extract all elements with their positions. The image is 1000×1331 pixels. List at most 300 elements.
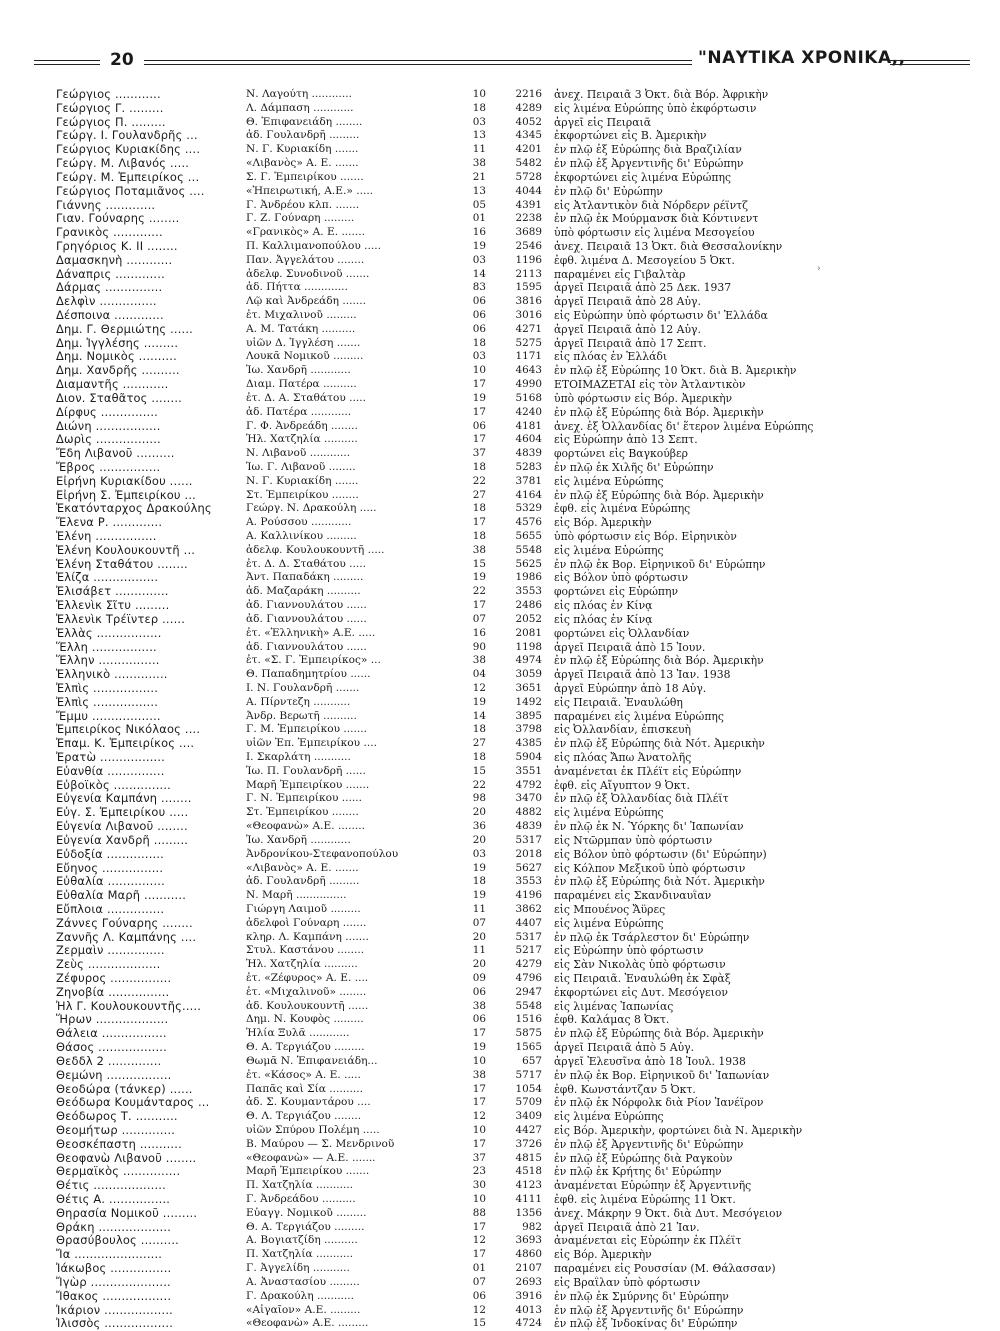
ship-name: Θράκη ................... (56, 1220, 172, 1234)
ship-year: 18 (472, 460, 486, 473)
ship-name: Γεώργ. Ι. Γουλανδρῆς ... (56, 129, 198, 143)
ship-year: 03 (472, 847, 486, 860)
ship-owner: Θ. Ἐπιφανειάδη ........ (246, 115, 363, 128)
ship-year: 19 (472, 1041, 486, 1054)
ship-status: εἰς Βόλον ὑπὸ φόρτωσιν (554, 571, 689, 585)
ship-year: 38 (472, 157, 486, 170)
ship-tonnage: 3409 (515, 1110, 542, 1123)
ship-tonnage: 4792 (515, 778, 542, 791)
ship-status: ἀργεῖ Πειραιᾶ ἀπὸ 21 Ἰαν. (554, 1220, 700, 1234)
ship-owner: Γ. Δρακούλη ........... (246, 1289, 355, 1302)
ship-year: 18 (472, 530, 486, 542)
table-row (56, 461, 976, 475)
ship-owner: Π. Χατζηλία ........... (246, 1179, 354, 1192)
ship-tonnage: 3553 (515, 585, 542, 598)
ship-name: Ἰκάριον .................. (56, 1303, 173, 1317)
table-row (56, 171, 976, 185)
ship-owner: ἐτ. «Σ. Γ. Ἐμπειρίκος» ... (246, 654, 381, 667)
ship-owner: Ι. Σκαρλάτη ........... (246, 751, 351, 763)
ship-tonnage: 3553 (515, 875, 542, 888)
ship-owner: Ἠλ. Χατζηλία .......... (246, 958, 358, 971)
table-row (56, 599, 976, 613)
ship-name: Δέσποινα ............. (56, 309, 164, 322)
ship-name: Ἔμμυ .................. (56, 709, 161, 723)
ship-year: 09 (472, 972, 486, 984)
ship-owner: Ἰω. Π. Γουλανδρῆ ...... (246, 764, 366, 777)
table-row (56, 613, 976, 627)
ship-owner: κληρ. Λ. Καμπάνη ....... (246, 930, 369, 943)
ship-owner: Γιώργη Λαιμοῦ ......... (246, 902, 361, 915)
ship-owner: Ι. Ν. Γουλανδρῆ ....... (246, 681, 360, 694)
table-row (56, 1193, 976, 1207)
ship-name: Ἔλενα Ρ. ............. (56, 516, 163, 530)
ship-name: Διαμαντῆς ............ (56, 378, 169, 392)
ship-tonnage: 3726 (515, 1137, 542, 1150)
ship-name: Θεόδωρος Τ. ........... (56, 1110, 178, 1124)
ship-status: ἐν πλῷ ἐξ Εὐρώπης διὰ Βόρ. Ἀμερικὴν (554, 1027, 764, 1041)
ship-status: εἰς Ὀλλανδίαν, ἐπισκευὴ (554, 723, 692, 737)
table-row (56, 516, 976, 530)
ship-name: Θερμαϊκὸς ............... (56, 1165, 181, 1179)
ship-tonnage: 3651 (515, 681, 542, 694)
ship-name: Εὐανθία ............... (56, 764, 165, 778)
ship-owner: ἐτ. Μιχαλινοῦ ......... (246, 309, 357, 321)
ship-name: Ἑλίζα ................. (56, 571, 159, 585)
ship-owner: «Αἰγαῖον» Α.Ε. ......... (246, 1303, 361, 1316)
ship-tonnage: 5283 (515, 460, 542, 473)
ship-tonnage: 3470 (515, 792, 542, 805)
ship-year: 38 (472, 999, 486, 1012)
ship-name: Διώνη ................. (56, 419, 161, 433)
ship-year: 18 (472, 875, 486, 888)
ship-tonnage: 4427 (515, 1123, 542, 1136)
table-row (56, 820, 976, 834)
ship-owner: ἀδελφ. Κουλουκουντῆ ..... (246, 543, 385, 556)
ship-tonnage: 2693 (515, 1275, 542, 1288)
ship-status: ἀναμένεται ἐκ Πλέϊτ εἰς Εὐρώπην (554, 764, 742, 778)
ship-year: 36 (472, 820, 486, 833)
table-row (56, 185, 976, 199)
table-row (56, 903, 976, 917)
ship-name: Ζεὺς ................... (56, 958, 161, 972)
table-row (56, 88, 976, 102)
page-number: 20 (104, 50, 140, 70)
ship-year: 04 (472, 668, 486, 681)
ship-year: 12 (472, 681, 486, 694)
table-row (56, 1317, 976, 1331)
ship-name: Θάλεια ................. (56, 1027, 167, 1041)
ship-status: ἐν πλῷ ἐξ Εὐρώπης διὰ Βόρ. Ἀμερικὴν (554, 488, 764, 502)
ship-status: ἐφθ. Καλάμας 8 Ὀκτ. (554, 1013, 670, 1027)
ship-owner: Ἀνδρονίκου-Στεφανοπούλου (246, 847, 399, 860)
ship-tonnage: 4839 (515, 820, 542, 833)
table-row (56, 627, 976, 641)
ship-name: Εὐγ. Σ. Ἐμπειρίκου ..... (56, 806, 189, 820)
ship-status: ἐν πλῷ ἐξ Ἰνδοκίνας δι' Εὐρώπην (554, 1317, 738, 1331)
ship-tonnage: 3862 (515, 902, 542, 915)
ship-owner: ἀδ. Γουλανδρῆ ......... (246, 129, 360, 142)
table-row (56, 710, 976, 724)
ship-tonnage: 4240 (515, 405, 542, 418)
ship-tonnage: 3895 (515, 709, 542, 722)
ship-year: 27 (472, 737, 486, 750)
ship-tonnage: 4271 (515, 322, 542, 335)
ship-year: 06 (472, 419, 486, 432)
ship-owner: ἀδελφ. Συνοδινοῦ ....... (246, 267, 370, 280)
ship-tonnage: 657 (522, 1054, 542, 1067)
ship-name: Θέτις Α. ................ (56, 1193, 171, 1206)
ship-status: ἀργεῖ Πειραιᾶ ἀπὸ 12 Αὐγ. (554, 322, 701, 336)
ship-owner: ἀδ. Κουλουκουντῆ ...... (246, 999, 369, 1012)
ship-owner: Γ. Φ. Ἀνδρεάδη ........ (246, 419, 358, 432)
ship-tonnage: 4990 (515, 378, 542, 391)
ship-owner: Ν. Γ. Κυριακίδη ....... (246, 143, 359, 156)
ship-name: Δίρφυς ............... (56, 405, 158, 419)
ship-year: 06 (472, 985, 486, 998)
ship-name: Δαμασκηνὴ ............ (56, 253, 173, 267)
ship-name: Ἠλ Γ. Κουλουκουντῆς..... (56, 999, 202, 1013)
ship-tonnage: 4882 (515, 806, 542, 819)
table-row (56, 489, 976, 503)
ship-year: 20 (472, 833, 486, 846)
ship-tonnage: 3781 (515, 474, 542, 487)
ship-year: 05 (472, 198, 486, 211)
ship-tonnage: 982 (522, 1220, 542, 1233)
ship-tonnage: 4052 (515, 115, 542, 128)
ship-name: Δωρὶς ................. (56, 433, 161, 447)
ship-year: 19 (472, 391, 486, 404)
ship-name: Εἰρήνη Σ. Ἐμπειρίκου ... (56, 488, 196, 502)
ship-tonnage: 4974 (515, 654, 542, 667)
ship-tonnage: 2546 (515, 239, 542, 252)
ship-owner: ἐτ. Δ. Δ. Σταθάτου ..... (246, 557, 366, 570)
table-row (56, 986, 976, 1000)
ship-year: 37 (472, 447, 486, 460)
ship-year: 17 (472, 1220, 486, 1233)
ship-owner: Στ. Ἐμπειρίκου ........ (246, 806, 359, 819)
ship-tonnage: 5655 (515, 530, 542, 542)
ship-year: 10 (472, 1123, 486, 1136)
header-rule-left (34, 60, 100, 65)
ship-tonnage: 4181 (515, 419, 542, 432)
ship-tonnage: 5317 (515, 930, 542, 943)
table-row (56, 295, 976, 309)
table-row (56, 1027, 976, 1041)
header-rule-middle (144, 60, 692, 65)
ship-name: Ἕλλη ................. (56, 640, 157, 654)
ship-status: ἀναμένεται εἰς Εὐρώπην ἐκ Πλέϊτ (554, 1234, 742, 1248)
table-row (56, 654, 976, 668)
ship-year: 38 (472, 543, 486, 556)
ship-name: Ἐλπὶς ................. (56, 681, 159, 695)
ship-year: 10 (472, 364, 486, 377)
table-row (56, 1138, 976, 1152)
ship-owner: Δημ. Ν. Κουφὸς ......... (246, 1013, 364, 1026)
ship-name: Εἰρήνη Κυριακίδου ...... (56, 474, 193, 488)
ship-name: Γεώργ. Μ. Λιβανός ..... (56, 157, 190, 171)
ship-owner: Ἰω. Γ. Λιβανοῦ ........ (246, 460, 356, 473)
ship-name: Ζαννῆς Λ. Καμπάνης .... (56, 930, 197, 944)
ship-name: Δημ. Νομικὸς .......... (56, 350, 177, 364)
ship-year: 13 (472, 184, 486, 197)
journal-title: "ΝΑΥΤΙΚΑ ΧΡΟΝΙΚΑ,, (698, 48, 906, 68)
ship-owner: Μαρῆ Ἐμπειρίκου ....... (246, 1165, 370, 1178)
ship-name: Εὐδοξία ............... (56, 847, 164, 861)
ship-year: 38 (472, 1068, 486, 1081)
ship-tonnage: 1054 (515, 1082, 542, 1095)
ship-status: ἀργεῖ Ἐλευσῖνα ἀπὸ 18 Ἰουλ. 1938 (554, 1054, 746, 1068)
ship-name: Θεοσκέπαστη ........... (56, 1137, 182, 1151)
ship-tonnage: 3798 (515, 723, 542, 736)
ship-status: εἰς Βραΐλαν ὑπὸ φόρτωσιν (554, 1275, 701, 1289)
ship-owner: Γ. Ζ. Γούναρη ......... (246, 212, 355, 225)
ship-tonnage: 4724 (515, 1317, 542, 1330)
table-row (56, 212, 976, 226)
ship-status: εἰς πλόας Ἄπω Ἀνατολῆς (554, 751, 692, 764)
ship-year: 17 (472, 1137, 486, 1150)
ship-owner: ἀδ. Σ. Κουμαντάρου .... (246, 1096, 371, 1109)
ship-owner: υἱῶν Σπύρου Πολέμη ..... (246, 1123, 380, 1136)
ship-status: ἐν πλῷ ἐξ Εὐρώπης διὰ Βόρ. Ἀμερικὴν (554, 405, 764, 419)
ship-name: Ζερμαὶν ............... (56, 944, 165, 958)
ship-year: 01 (472, 212, 486, 225)
ship-owner: ἀδ. Γουλανδρῆ ......... (246, 875, 360, 888)
ship-status: ἐκφορτώνει εἰς Β. Ἀμερικὴν (554, 129, 707, 143)
table-row (56, 1013, 976, 1027)
ship-status: ἐκφορτώνει εἰς Δυτ. Μεσόγειον (554, 985, 728, 999)
table-row (56, 862, 976, 876)
ship-owner: Λῷ καὶ Ἀνδρεάδη ....... (246, 295, 366, 308)
ship-year: 17 (472, 599, 486, 612)
ship-year: 06 (472, 295, 486, 308)
ship-year: 03 (472, 350, 486, 363)
table-row (56, 406, 976, 420)
ship-status: ἐν πλῷ ἐξ Εὐρώπης διὰ Βραζιλίαν (554, 143, 742, 157)
ship-name: Εὐθαλία ............... (56, 875, 165, 889)
ship-year: 20 (472, 930, 486, 943)
table-row (56, 1179, 976, 1193)
ship-owner: Ν. Γ. Κυριακίδη ....... (246, 474, 359, 487)
ship-tonnage: 3916 (515, 1289, 542, 1302)
ship-status: εἰς Βόρ. Ἀμερικὴν (554, 1248, 652, 1262)
ship-owner: ἐτ. Δ. Α. Σταθάτου ..... (246, 391, 366, 404)
ship-status: ἐφθ. λιμένα Δ. Μεσογείου 5 Ὀκτ. (554, 253, 735, 267)
ship-name: Ἥρων ................... (56, 1013, 169, 1027)
ship-name: Ἑλένη Σταθάτου ........ (56, 557, 188, 571)
ship-owner: ἐτ. «Ἑλληνικὴ» Α.Ε. ..... (246, 626, 376, 639)
ship-tonnage: 2107 (515, 1262, 542, 1275)
table-row (56, 309, 976, 323)
ship-name: Ἑλλενὶκ Τρέϊντερ ...... (56, 612, 186, 626)
ship-status: εἰς λιμένα Εὐρώπης (554, 474, 664, 488)
ship-name: Δάναπρις ............. (56, 267, 165, 281)
ship-name: Θεδδλ 2 .............. (56, 1054, 162, 1068)
ship-year: 10 (472, 88, 486, 100)
ship-status: ἐφθ. εἰς Αἴγυπτον 9 Ὀκτ. (554, 778, 690, 792)
ship-tonnage: 2052 (515, 612, 542, 625)
ship-owner: «Θεοφανὼ» Α.Ε. ......... (246, 1317, 369, 1330)
ship-year: 30 (472, 1179, 486, 1192)
ship-status: ἐν πλῷ ἐκ Σμύρνης δι' Εὐρώπην (554, 1289, 729, 1303)
ship-year: 16 (472, 226, 486, 239)
ship-status: ἐν πλῷ ἐκ Ν. Ὑόρκης δι' Ἰαπωνίαν (554, 820, 744, 834)
ship-year: 07 (472, 916, 486, 929)
ship-tonnage: 5548 (515, 543, 542, 556)
ship-year: 12 (472, 1303, 486, 1316)
ship-status: ἐφθ. Κωνστάντζαν 5 Ὀκτ. (554, 1082, 696, 1096)
ship-name: Ἑκατόνταρχος Δρακούλης (56, 502, 212, 516)
ship-owner: Γ. Ἀγγελίδη ........... (246, 1262, 350, 1275)
ship-name: Ἔδη Λιβανοῦ .......... (56, 447, 175, 461)
ship-status: εἰς Εὐρώπην ὑπὸ φόρτωσιν δι' Ἑλλάδα (554, 309, 768, 322)
ship-owner: Γ. Ν. Ἐμπειρίκου ...... (246, 792, 363, 805)
ship-tonnage: 2216 (515, 88, 542, 100)
ship-name: Ἔβρος ................ (56, 460, 161, 474)
ship-tonnage: 5717 (515, 1068, 542, 1081)
ship-year: 19 (472, 571, 486, 584)
ship-name: Γιάννης ............. (56, 198, 156, 212)
table-row (56, 848, 976, 862)
ship-owner: Γ. Μ. Ἐμπειρίκου ....... (246, 723, 367, 736)
ship-owner: ἀδ. Μαζαράκη .......... (246, 585, 361, 598)
table-row (56, 792, 976, 806)
ship-status: ἐν πλῷ ἐξ Εὐρώπης διὰ Βόρ. Ἀμερικὴν (554, 654, 764, 668)
ship-name: Γεώργ. Μ. Ἐμπειρίκος ... (56, 170, 200, 184)
ship-tonnage: 4643 (515, 364, 542, 377)
ship-tonnage: 1356 (515, 1206, 542, 1219)
table-row (56, 1041, 976, 1055)
ship-owner: ἀδ. Πατέρα ............ (246, 405, 352, 418)
ship-tonnage: 1565 (515, 1041, 542, 1054)
ship-status: ἐν πλῷ ἐκ Βορ. Εἰρηνικοῦ δι' Ἰαπωνίαν (554, 1068, 770, 1082)
ship-year: 14 (472, 267, 486, 280)
ship-tonnage: 1492 (515, 695, 542, 708)
ship-owner: «Λιβανὸς» Α. Ε. ....... (246, 157, 359, 170)
ship-status: παραμένει εἰς Γιβαλτὰρ (554, 267, 686, 281)
ship-year: 18 (472, 723, 486, 736)
ship-name: Δημ. Χανδρῆς .......... (56, 364, 180, 378)
ship-year: 17 (472, 1082, 486, 1095)
ship-owner: Α. Ἀναστασίου ......... (246, 1275, 360, 1288)
ship-tonnage: 4860 (515, 1248, 542, 1261)
ship-tonnage: 2238 (515, 212, 542, 225)
ship-tonnage: 1198 (515, 640, 542, 653)
table-row (56, 157, 976, 171)
ship-owner: Π. Χατζηλία ........... (246, 1248, 354, 1261)
table-row (56, 1304, 976, 1318)
ship-name: Εὐθαλία Μαρῆ ........... (56, 889, 187, 903)
ship-tonnage: 5217 (515, 944, 542, 957)
ship-owner: Α. Πίρντεζη ........... (246, 695, 351, 708)
ship-year: 03 (472, 253, 486, 266)
ship-name: Εὐγενία Καμπάνη ........ (56, 792, 192, 806)
ship-status: εἰς Εὐρώπην ἀπὸ 13 Σεπτ. (554, 433, 698, 447)
table-row (56, 751, 976, 765)
table-row (56, 364, 976, 378)
ship-tonnage: 4407 (515, 916, 542, 929)
ship-tonnage: 4123 (515, 1179, 542, 1192)
table-row (56, 1152, 976, 1166)
ship-year: 11 (472, 944, 486, 957)
table-row (56, 723, 976, 737)
ship-tonnage: 4576 (515, 516, 542, 529)
table-row (56, 1069, 976, 1083)
ship-name: Εὔπλοια ............... (56, 902, 165, 916)
ship-tonnage: 5627 (515, 861, 542, 874)
ship-name: Διον. Σταθᾶτος ........ (56, 391, 182, 405)
table-row (56, 1207, 976, 1221)
ship-year: 19 (472, 861, 486, 874)
ship-owner: Α. Ρούσσου ............ (246, 516, 352, 529)
ship-year: 17 (472, 1027, 486, 1040)
ship-status: ἀργεῖ εἰς Πειραιᾶ (554, 115, 652, 129)
ship-name: Γεώργιος Κυριακίδης .... (56, 143, 201, 157)
page-header (32, 48, 970, 78)
table-row (56, 1276, 976, 1290)
table-row (56, 323, 976, 337)
ship-name: Ζάννες Γούναρης ........ (56, 916, 193, 930)
ship-year: 18 (472, 502, 486, 515)
table-row (56, 931, 976, 945)
ship-year: 18 (472, 101, 486, 114)
ship-owner: Θ. Α. Τεργιάζου ......... (246, 1041, 365, 1054)
table-row (56, 268, 976, 282)
table-row (56, 433, 976, 447)
ship-year: 01 (472, 1262, 486, 1275)
table-row (56, 806, 976, 820)
table-row (56, 682, 976, 696)
ship-year: 17 (472, 433, 486, 446)
table-row (56, 1165, 976, 1179)
ship-tonnage: 5482 (515, 157, 542, 170)
ship-status: ἐφθ. εἰς λιμένα Εὐρώπης 11 Ὀκτ. (554, 1193, 736, 1206)
table-row (56, 765, 976, 779)
ship-status: ἀνεχ. Πειραιᾶ 13 Ὀκτ. διὰ Θεσσαλονίκην (554, 239, 783, 253)
table-row (56, 392, 976, 406)
table-row (56, 875, 976, 889)
ship-status: ἐν πλῷ ἐξ Εὐρώπης διὰ Νότ. Ἀμερικὴν (554, 875, 765, 889)
ship-owner: ἀδ. Πήττα ............. (246, 281, 348, 294)
table-row (56, 102, 976, 116)
ship-tonnage: 2018 (515, 847, 542, 860)
ship-owner: Β. Μαύρου — Σ. Μενδρινοῦ (246, 1137, 395, 1150)
header-rule-right (890, 60, 970, 65)
ship-status: ἐν πλῷ ἐκ Νόρφολκ διὰ Ρίον Ἰανέϊρον (554, 1096, 764, 1110)
ship-status: ἀργεῖ Εὐρώπην ἀπὸ 18 Αὐγ. (554, 681, 707, 695)
ship-status: ἀνεχ. Πειραιᾶ 3 Ὀκτ. διὰ Βόρ. Ἀφρικὴν (554, 88, 769, 101)
ship-status: εἰς λιμένα Εὐρώπης (554, 1110, 664, 1124)
table-row (56, 226, 976, 240)
table-row (56, 917, 976, 931)
ship-owner: Θωμᾶ Ν. Ἐπιφανειάδη... (246, 1054, 378, 1067)
ship-year: 14 (472, 709, 486, 722)
ship-owner: Ἠλία Ξυλᾶ ............ (246, 1027, 350, 1040)
ship-year: 06 (472, 309, 486, 321)
ship-status: ἐν πλῷ ἐκ Χιλῆς δι' Εὐρώπην (554, 460, 714, 474)
ship-year: 18 (472, 336, 486, 349)
ship-tonnage: 1516 (515, 1013, 542, 1026)
ship-name: Εὐγενία Λιβανοῦ ........ (56, 820, 188, 834)
ship-name: Ἐπαμ. Κ. Ἐμπειρίκος .... (56, 737, 195, 751)
table-row (56, 737, 976, 751)
ship-status: εἰς Βόρ. Ἀμερικὴν, φορτώνει διὰ Ν. Ἀμερικὴν (554, 1123, 803, 1137)
ship-status: ἀναμένεται Εὐρώπην ἐξ Ἀργεντινῆς (554, 1179, 752, 1193)
ship-year: 20 (472, 958, 486, 971)
ship-year: 98 (472, 792, 486, 805)
ship-status: ἐν πλῷ δι' Εὐρώπην (554, 184, 663, 198)
margin-mark: › (817, 264, 821, 274)
table-row (56, 972, 976, 986)
